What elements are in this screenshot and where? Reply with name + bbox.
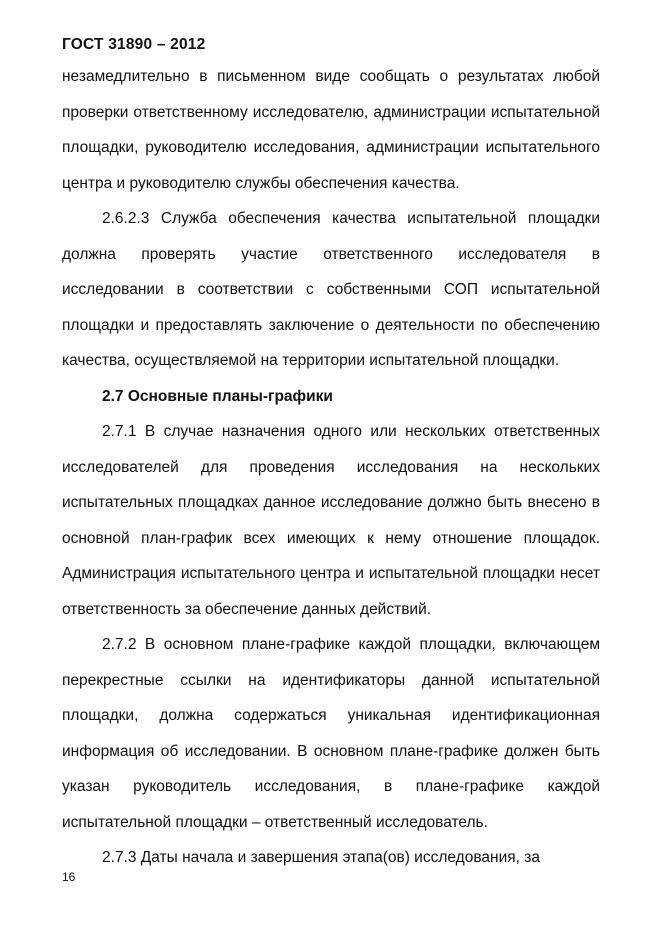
section-title-2-7: 2.7 Основные планы-графики (102, 387, 333, 405)
paragraph-2-7-1: 2.7.1 В случае назначения одного или нескольких ответственных исследователей для проведения исследования на нескольких испытательных площадках данное исследование должно быть внесено в основной план-график всех имеющих к нему отношение площадок. Администрация испытательного центра и испытательной площадки несет ответственность за обеспечение данных действий. (62, 423, 600, 618)
paragraph-2-7-3: 2.7.3 Даты начала и завершения этапа(ов) исследования, за (102, 849, 540, 866)
page-number: 16 (62, 870, 76, 884)
paragraph-continuation: незамедлительно в письменном виде сообщать о результатах любой проверки ответственному исследователю, администрации испытательной площадки, руководителю исследования, администрации испытательного центра и руководителю службы обеспечения качества. (62, 68, 600, 192)
document-header: ГОСТ 31890 – 2012 (62, 36, 206, 53)
document-body (62, 59, 600, 876)
paragraph-2-7-2: 2.7.2 В основном плане-графике каждой площадки, включающем перекрестные ссылки на идентификаторы данной испытательной площадки, должна содержаться уникальная идентификационная информация об исследовании. В основном плане-графике должен быть указан руководитель исследования, в плане-графике каждой испытательной площадки – ответственный исследователь. (62, 636, 600, 831)
paragraph-2-6-2-3: 2.6.2.3 Служба обеспечения качества испытательной площадки должна проверять участие ответственного исследователя в исследовании в соответствии с собственными СОП испытательной площадки и предоставлять заключение о деятельности по обеспечению качества, осуществляемой на территории испытательной площадки. (62, 210, 600, 369)
